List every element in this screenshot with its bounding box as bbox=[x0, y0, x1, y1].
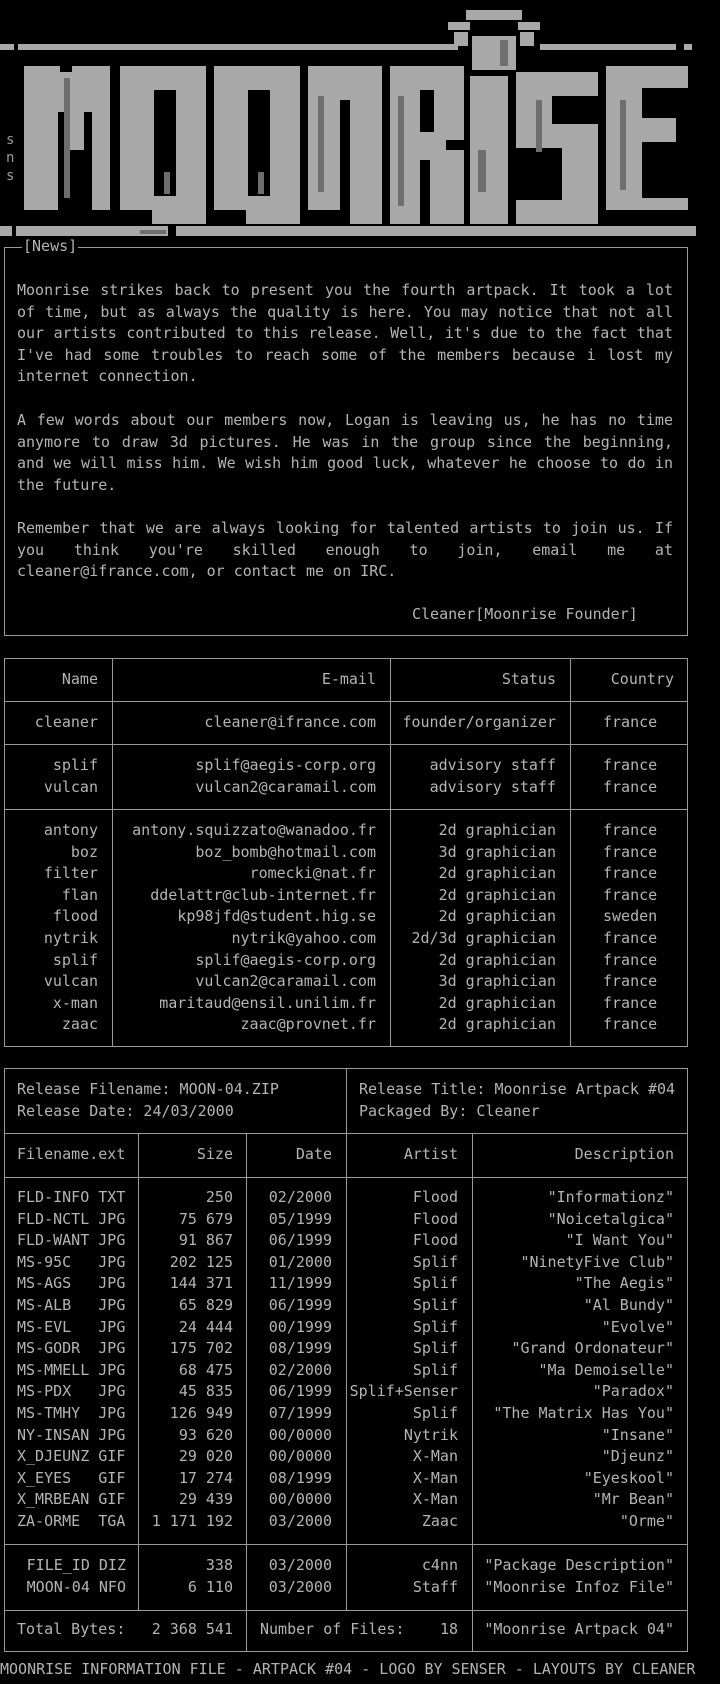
file-size: 91 867 bbox=[178, 1231, 233, 1250]
member-name: cleaner bbox=[34, 713, 98, 731]
file-date: 05/1999 bbox=[268, 1209, 332, 1228]
member-name: flood bbox=[52, 907, 98, 926]
member-country: france bbox=[603, 885, 658, 904]
extra-file-artist: c4nn bbox=[421, 1556, 458, 1574]
file-size: 250 bbox=[205, 1188, 233, 1206]
extra-file-size: 6 110 bbox=[187, 1577, 233, 1596]
file-date: 08/1999 bbox=[268, 1468, 332, 1487]
footer-line: MOONRISE INFORMATION FILE - ARTPACK #04 - LOGO BY SENSER - LAYOUTS BY CLEANER bbox=[0, 1660, 696, 1678]
member-status: 2d graphician bbox=[438, 885, 556, 904]
moonrise-logo-art bbox=[0, 0, 720, 242]
file-description: "Noicetalgica" bbox=[547, 1209, 674, 1228]
member-email: cleaner@ifrance.com bbox=[204, 713, 376, 731]
file-date: 06/1999 bbox=[268, 1295, 332, 1314]
file-artist: X-Man bbox=[412, 1447, 458, 1466]
member-email: kp98jfd@student.hig.se bbox=[177, 907, 376, 926]
member-status: 3d graphician bbox=[438, 842, 556, 861]
member-country: france bbox=[603, 928, 658, 947]
extra-file-description: "Moonrise Infoz File" bbox=[484, 1577, 674, 1596]
pack-name: "Moonrise Artpack 04" bbox=[484, 1620, 674, 1638]
member-email: vulcan2@caramail.com bbox=[195, 777, 376, 796]
file-name: NY-INSAN JPG bbox=[17, 1425, 126, 1444]
members-header-status: Status bbox=[501, 670, 556, 688]
logo-side-letter: n bbox=[6, 150, 15, 166]
release-packager: Packaged By: Cleaner bbox=[359, 1102, 540, 1120]
extra-file-name: MOON-04 NFO bbox=[26, 1577, 126, 1596]
file-artist: Zaac bbox=[421, 1511, 458, 1530]
news-legend: [News] bbox=[22, 236, 78, 258]
member-country: france bbox=[603, 864, 658, 883]
file-date: 07/1999 bbox=[268, 1403, 332, 1422]
file-description: "Insane" bbox=[601, 1425, 674, 1444]
file-name: FLD-WANT JPG bbox=[17, 1231, 126, 1250]
member-name: zaac bbox=[61, 1015, 98, 1034]
file-name: X_MRBEAN GIF bbox=[17, 1490, 126, 1509]
file-size: 17 274 bbox=[178, 1468, 233, 1487]
file-date: 08/1999 bbox=[268, 1339, 332, 1358]
file-date: 06/1999 bbox=[268, 1231, 332, 1250]
file-name: MS-MMELL JPG bbox=[17, 1360, 126, 1379]
member-name: splif bbox=[52, 950, 98, 969]
file-date: 01/2000 bbox=[268, 1252, 332, 1271]
file-name: X_DJEUNZ GIF bbox=[17, 1447, 126, 1466]
member-name: boz bbox=[70, 842, 98, 861]
file-artist: Splif bbox=[412, 1360, 458, 1379]
members-header-country: Country bbox=[610, 670, 674, 688]
extra-file-date: 03/2000 bbox=[268, 1556, 332, 1574]
member-status: advisory staff bbox=[429, 777, 556, 796]
file-description: "Eyeskool" bbox=[583, 1468, 674, 1487]
file-artist: Flood bbox=[412, 1231, 458, 1250]
file-size: 75 679 bbox=[178, 1209, 233, 1228]
extra-file-artist: Staff bbox=[412, 1577, 458, 1596]
file-description: "Informationz" bbox=[547, 1188, 674, 1206]
logo-side-letter: s bbox=[6, 132, 15, 148]
member-status: 2d/3d graphician bbox=[411, 928, 556, 947]
file-name: MS-EVL JPG bbox=[17, 1317, 126, 1336]
member-email: maritaud@ensil.unilim.fr bbox=[159, 993, 376, 1012]
file-date: 11/1999 bbox=[268, 1274, 332, 1293]
member-name: nytrik bbox=[43, 928, 98, 947]
news-paragraph: Moonrise strikes back to present you the fourth artpack. It took a lot of time, but as always the quality is here. You may notice that not all our artists contributed to this release. Well, it's due to the fact that I've had some troubles to reach some of the members because i lost my internet connection. bbox=[17, 281, 673, 386]
number-of-files-label: Number of Files: bbox=[260, 1620, 405, 1638]
member-status: 2d graphician bbox=[438, 993, 556, 1012]
file-size: 126 949 bbox=[169, 1403, 233, 1422]
member-name: splif bbox=[52, 756, 98, 774]
file-date: 00/0000 bbox=[268, 1447, 332, 1466]
file-size: 175 702 bbox=[169, 1339, 233, 1358]
file-name: MS-TMHY JPG bbox=[17, 1403, 126, 1422]
file-description: "Al Bundy" bbox=[583, 1295, 674, 1314]
member-status: founder/organizer bbox=[402, 713, 556, 731]
file-date: 02/2000 bbox=[268, 1188, 332, 1206]
file-size: 29 439 bbox=[178, 1490, 233, 1509]
member-name: vulcan bbox=[43, 972, 98, 991]
file-artist: Flood bbox=[412, 1209, 458, 1228]
file-date: 03/2000 bbox=[268, 1511, 332, 1530]
file-description: "Grand Ordonateur" bbox=[511, 1339, 674, 1358]
member-country: france bbox=[603, 821, 658, 839]
file-date: 00/0000 bbox=[268, 1490, 332, 1509]
files-header-filename: Filename.ext bbox=[17, 1145, 126, 1163]
member-country: sweden bbox=[603, 907, 658, 926]
member-status: 2d graphician bbox=[438, 950, 556, 969]
member-status: 2d graphician bbox=[438, 864, 556, 883]
file-size: 93 620 bbox=[178, 1425, 233, 1444]
member-status: 3d graphician bbox=[438, 972, 556, 991]
extra-file-date: 03/2000 bbox=[268, 1577, 332, 1596]
file-name: FLD-NCTL JPG bbox=[17, 1209, 126, 1228]
file-artist: Splif bbox=[412, 1295, 458, 1314]
member-country: france bbox=[603, 993, 658, 1012]
member-country: france bbox=[603, 972, 658, 991]
file-description: "Evolve" bbox=[601, 1317, 674, 1336]
file-description: "Paradox" bbox=[592, 1382, 674, 1401]
member-email: nytrik@yahoo.com bbox=[231, 928, 376, 947]
member-country: france bbox=[603, 950, 658, 969]
number-of-files-value: 18 bbox=[439, 1620, 458, 1638]
file-description: "The Matrix Has You" bbox=[493, 1403, 674, 1422]
extra-file-size: 338 bbox=[205, 1556, 233, 1574]
file-name: X_EYES GIF bbox=[17, 1468, 126, 1487]
file-description: "I Want You" bbox=[565, 1231, 674, 1250]
member-email: zaac@provnet.fr bbox=[240, 1015, 376, 1034]
file-artist: Splif bbox=[412, 1317, 458, 1336]
file-size: 68 475 bbox=[178, 1360, 233, 1379]
file-description: "NinetyFive Club" bbox=[520, 1252, 674, 1271]
release-filename: Release Filename: MOON-04.ZIP bbox=[17, 1080, 279, 1098]
member-email: romecki@nat.fr bbox=[249, 864, 376, 883]
file-artist: Flood bbox=[412, 1188, 458, 1206]
files-header-size: Size bbox=[196, 1145, 233, 1163]
member-status: 2d graphician bbox=[438, 821, 556, 839]
member-country: france bbox=[603, 777, 658, 796]
release-title: Release Title: Moonrise Artpack #04 bbox=[359, 1080, 676, 1098]
release-date: Release Date: 24/03/2000 bbox=[17, 1102, 234, 1120]
file-size: 65 829 bbox=[178, 1295, 233, 1314]
member-country: france bbox=[603, 756, 658, 774]
extra-file-name: FILE_ID DIZ bbox=[26, 1556, 126, 1574]
member-status: advisory staff bbox=[429, 756, 556, 774]
member-email: boz_bomb@hotmail.com bbox=[195, 842, 376, 861]
files-header-artist: Artist bbox=[403, 1145, 458, 1163]
file-name: MS-95C JPG bbox=[17, 1252, 126, 1271]
news-paragraph: A few words about our members now, Logan is leaving us, he has no time anymore to draw 3d pictures. He was in the group since the beginning, and we will miss him. We wish him good luck, whatever he choose to do in the future. bbox=[17, 411, 673, 494]
member-email: ddelattr@club-internet.fr bbox=[150, 885, 376, 904]
extra-file-description: "Package Description" bbox=[484, 1556, 674, 1574]
member-status: 2d graphician bbox=[438, 907, 556, 926]
news-paragraph: Remember that we are always looking for talented artists to join us. If you think you're skilled enough to join, email me at cleaner@ifrance.com, or contact me on IRC. bbox=[17, 519, 673, 581]
file-date: 06/1999 bbox=[268, 1382, 332, 1401]
member-email: splif@aegis-corp.org bbox=[195, 756, 376, 774]
member-name: x-man bbox=[52, 993, 98, 1012]
total-bytes-label: Total Bytes: bbox=[17, 1620, 126, 1638]
file-date: 00/1999 bbox=[268, 1317, 332, 1336]
member-name: antony bbox=[43, 821, 98, 839]
file-description: "Orme" bbox=[619, 1511, 674, 1530]
member-country: france bbox=[603, 842, 658, 861]
file-artist: Splif bbox=[412, 1252, 458, 1271]
file-artist: Splif bbox=[412, 1403, 458, 1422]
member-status: 2d graphician bbox=[438, 1015, 556, 1034]
file-date: 02/2000 bbox=[268, 1360, 332, 1379]
file-name: MS-GODR JPG bbox=[17, 1339, 126, 1358]
logo-side-letter: s bbox=[6, 168, 15, 184]
file-name: MS-PDX JPG bbox=[17, 1382, 126, 1401]
member-email: vulcan2@caramail.com bbox=[195, 972, 376, 991]
file-size: 29 020 bbox=[178, 1447, 233, 1466]
file-artist: X-Man bbox=[412, 1490, 458, 1509]
member-country: france bbox=[603, 1015, 658, 1034]
members-header-name: Name bbox=[61, 670, 98, 688]
total-bytes-value: 2 368 541 bbox=[151, 1620, 233, 1638]
file-artist: Nytrik bbox=[403, 1425, 458, 1444]
file-name: FLD-INFO TXT bbox=[17, 1188, 126, 1206]
member-name: filter bbox=[43, 864, 98, 883]
file-description: "Mr Bean" bbox=[592, 1490, 674, 1509]
file-size: 45 835 bbox=[178, 1382, 233, 1401]
file-description: "The Aegis" bbox=[574, 1274, 674, 1293]
files-header-description: Description bbox=[574, 1145, 674, 1163]
file-name: MS-ALB JPG bbox=[17, 1295, 126, 1314]
file-size: 144 371 bbox=[169, 1274, 233, 1293]
members-header-email: E-mail bbox=[321, 670, 376, 688]
member-email: antony.squizzato@wanadoo.fr bbox=[132, 821, 376, 839]
file-artist: Splif bbox=[412, 1339, 458, 1358]
member-name: flan bbox=[61, 885, 98, 904]
file-date: 00/0000 bbox=[268, 1425, 332, 1444]
file-artist: Splif+Senser bbox=[349, 1382, 458, 1401]
file-description: "Ma Demoiselle" bbox=[538, 1360, 674, 1379]
file-size: 202 125 bbox=[169, 1252, 233, 1271]
files-header-date: Date bbox=[295, 1145, 332, 1163]
file-size: 24 444 bbox=[178, 1317, 233, 1336]
member-name: vulcan bbox=[43, 777, 98, 796]
file-description: "Djeunz" bbox=[601, 1447, 674, 1466]
file-artist: Splif bbox=[412, 1274, 458, 1293]
news-signature: Cleaner[Moonrise Founder] bbox=[412, 605, 638, 623]
file-artist: X-Man bbox=[412, 1468, 458, 1487]
file-name: MS-AGS JPG bbox=[17, 1274, 126, 1293]
file-size: 1 171 192 bbox=[151, 1511, 233, 1530]
member-email: splif@aegis-corp.org bbox=[195, 950, 376, 969]
member-country: france bbox=[603, 713, 658, 731]
file-name: ZA-ORME TGA bbox=[17, 1511, 126, 1530]
